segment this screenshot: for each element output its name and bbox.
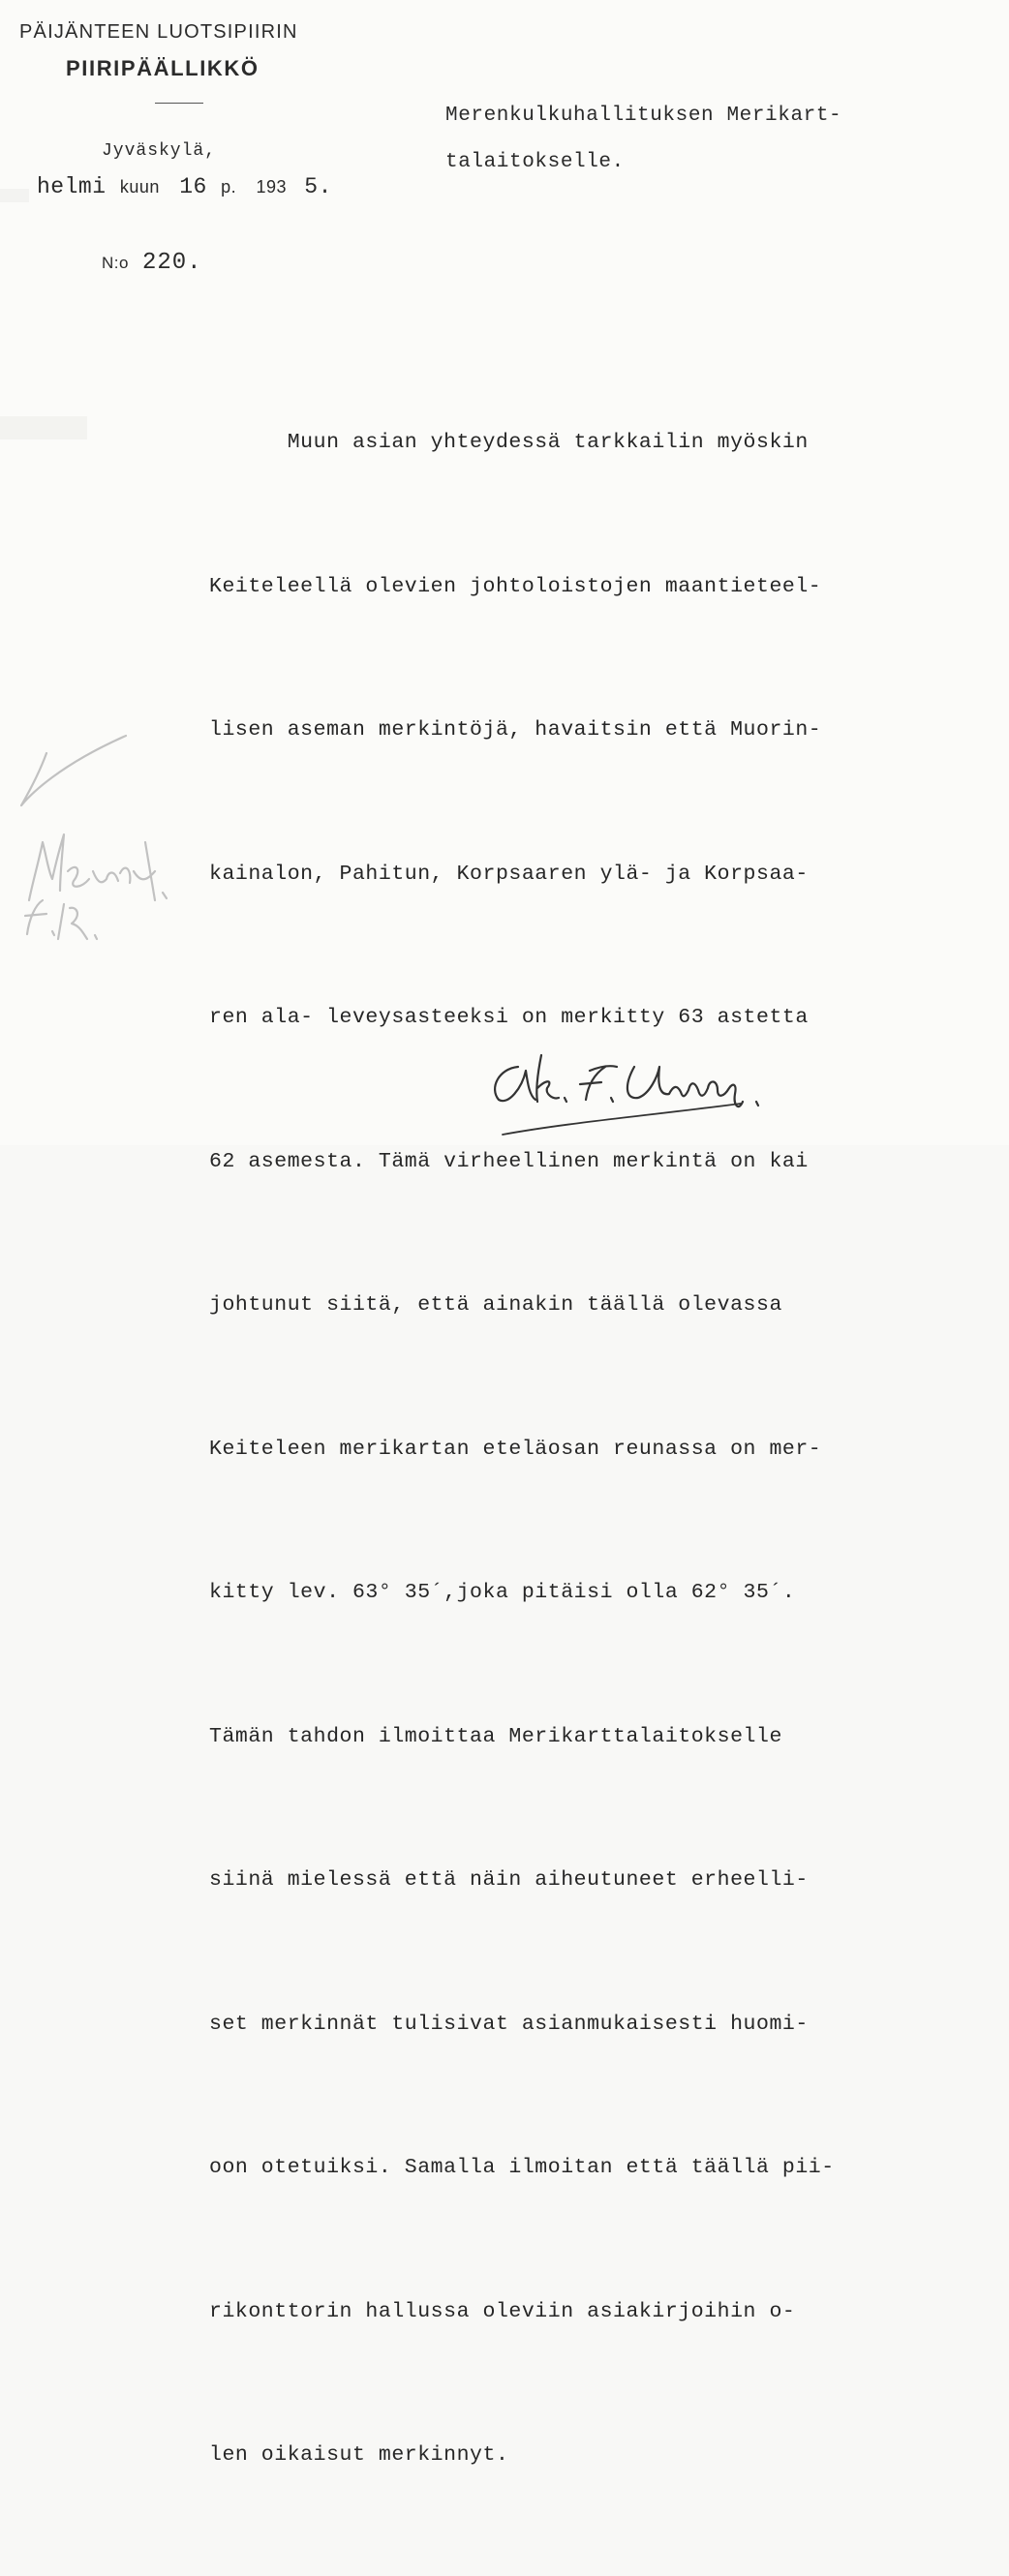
body-line: 62 asemesta. Tämä virheellinen merkintä on kai bbox=[209, 1149, 809, 1173]
body-line: ren ala- leveysasteeksi on merkitty 63 astetta bbox=[209, 1006, 809, 1029]
body-line: rikonttorin hallussa oleviin asiakirjoihin o- bbox=[209, 2299, 796, 2323]
pencil-dot bbox=[95, 935, 97, 939]
body-line: Keiteleen merikartan eteläosan reunassa on mer- bbox=[209, 1437, 822, 1461]
reference-label: N:o bbox=[102, 254, 129, 272]
signature-stroke bbox=[627, 1067, 743, 1106]
signature-stroke bbox=[611, 1098, 613, 1102]
letter-body bbox=[209, 323, 984, 2576]
body-line: lisen aseman merkintöjä, havaitsin että Muorin- bbox=[209, 718, 822, 742]
date-kuun: kuun bbox=[119, 177, 160, 197]
date-p: p. bbox=[221, 177, 237, 197]
body-line: Keiteleellä olevien johtoloistojen maantieteel- bbox=[209, 574, 822, 598]
pencil-letter bbox=[68, 867, 89, 887]
body-line: Muun asian yhteydessä tarkkailin myöskin bbox=[209, 431, 809, 454]
body-line: johtunut siitä, että ainakin täällä olevassa bbox=[209, 1293, 782, 1317]
recipient-line-1: Merenkulkuhallituksen Merikart- bbox=[445, 105, 842, 127]
date-line bbox=[37, 174, 332, 199]
signature-underline bbox=[503, 1104, 741, 1135]
pencil-check-mark bbox=[21, 736, 126, 805]
signature-stroke bbox=[495, 1067, 535, 1101]
pencil-letter bbox=[25, 900, 46, 934]
body-line: kainalon, Pahitun, Korpsaaren ylä- ja Korpsaa- bbox=[209, 862, 809, 886]
date-day: 16 bbox=[179, 174, 207, 199]
pencil-letter bbox=[52, 904, 87, 939]
date-year-prefix: 193 bbox=[256, 177, 287, 197]
pencil-annotation bbox=[0, 726, 194, 958]
letterhead-title: PIIRIPÄÄLLIKKÖ bbox=[66, 56, 260, 80]
reference-number bbox=[102, 250, 202, 276]
paper-smudge bbox=[0, 189, 29, 202]
reference-value: 220. bbox=[141, 250, 202, 276]
recipient-line-2: talaitokselle. bbox=[445, 151, 625, 173]
pencil-dot bbox=[163, 893, 167, 898]
date-year-suffix: 5. bbox=[304, 174, 332, 199]
body-line: kitty lev. 63° 35´,joka pitäisi olla 62° 35´. bbox=[209, 1581, 796, 1604]
body-line: set merkinnät tulisivat asianmukaisesti huomi- bbox=[209, 2012, 809, 2036]
body-line: siinä mielessä että näin aiheutuneet erheelli- bbox=[209, 1868, 809, 1892]
body-line: len oikaisut merkinnyt. bbox=[209, 2443, 509, 2467]
signature-stroke bbox=[565, 1098, 566, 1102]
pencil-letter bbox=[93, 871, 118, 882]
paper-smudge bbox=[0, 416, 87, 439]
place-line: Jyväskylä, bbox=[102, 141, 217, 161]
recipient-address bbox=[445, 93, 841, 186]
letterhead-divider bbox=[155, 103, 203, 104]
body-line: Tämän tahdon ilmoittaa Merikarttalaitokselle bbox=[209, 1724, 782, 1748]
signature-stroke bbox=[756, 1102, 758, 1106]
letterhead-organization: PÄIJÄNTEEN LUOTSIPIIRIN bbox=[19, 21, 298, 43]
pencil-letter bbox=[120, 842, 155, 900]
signature-stroke bbox=[536, 1055, 559, 1102]
pencil-letter bbox=[29, 834, 64, 900]
body-line: oon otetuiksi. Samalla ilmoitan että täällä pii- bbox=[209, 2156, 835, 2179]
signature bbox=[479, 1046, 789, 1142]
date-month: helmi bbox=[37, 174, 107, 199]
signature-stroke bbox=[580, 1066, 617, 1100]
